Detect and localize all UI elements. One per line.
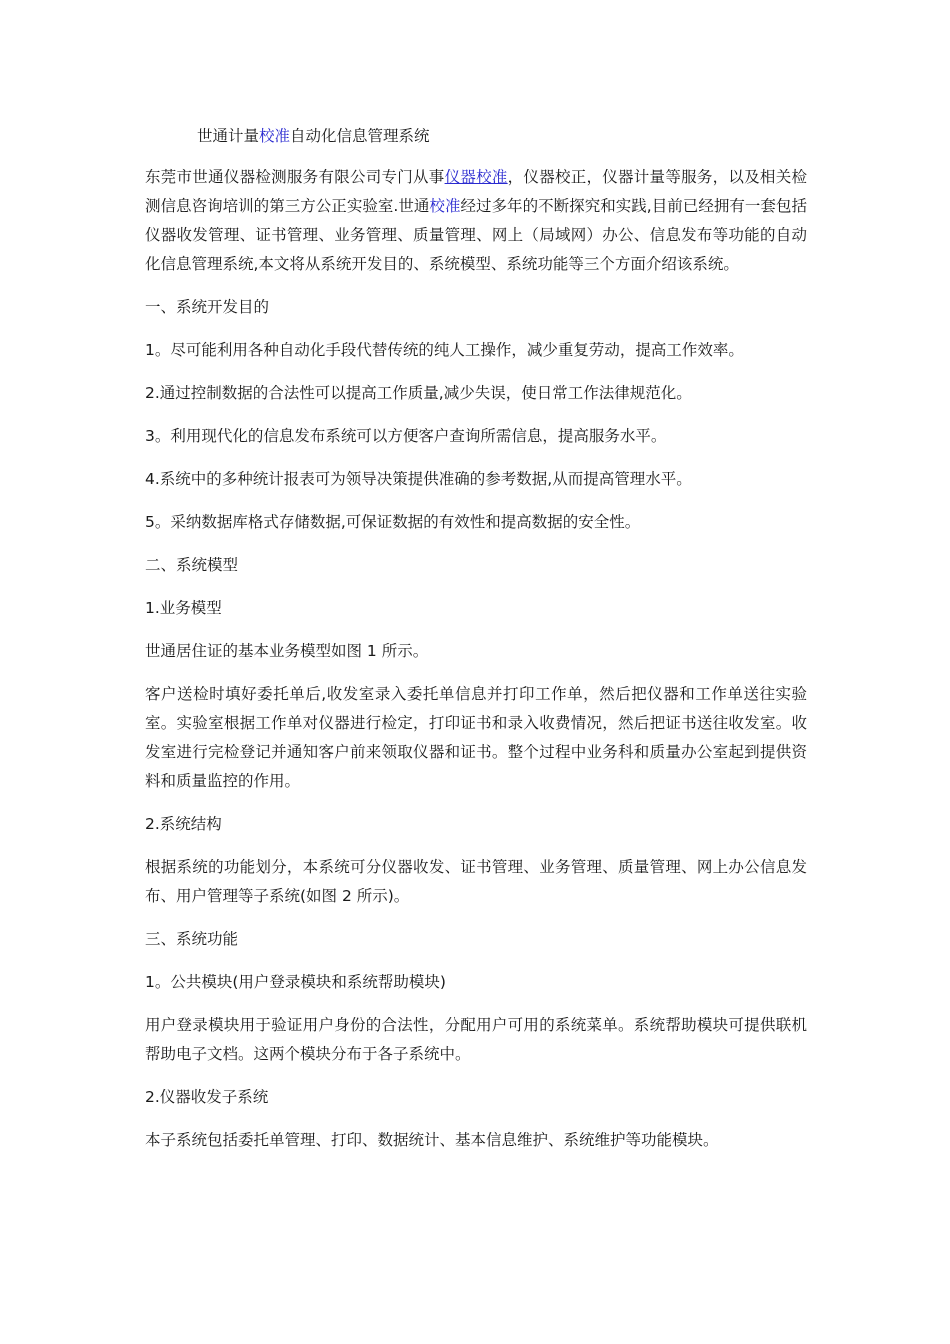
business-model-description: 客户送检时填好委托单后,收发室录入委托单信息并打印工作单，然后把仪器和工作单送往实验室。实验室根据工作单对仪器进行检定，打印证书和录入收费情况，然后把证书送往收发室。收发室进行完检登记并通知客户前来领取仪器和证书。整个过程中业务科和质量办公室起到提供资料和质量监控的作用。 (145, 685, 807, 790)
subheading-business-model: 1.业务模型 (145, 599, 222, 617)
title-text-after: 自动化信息管理系统 (290, 127, 430, 145)
purpose-item-5: 5。采纳数据库格式存储数据,可保证数据的有效性和提高数据的安全性。 (145, 513, 641, 531)
intro-text-3: 经过多年的不断探究和实践,目前已经拥有一套包括仪器收发管理、证书管理、业务管理、质量管理、网上（局域网）办公、信息发布等功能的自动化信息管理系统,本文将从系统开发目的、系统模型、系统功能等三个方面介绍该系统。 (145, 197, 807, 273)
section-heading-purpose: 一、系统开发目的 (145, 298, 270, 316)
instrument-calibration-link[interactable]: 仪器校准 (444, 168, 508, 186)
instrument-subsystem-description: 本子系统包括委托单管理、打印、数据统计、基本信息维护、系统维护等功能模块。 (145, 1131, 719, 1149)
purpose-item-1: 1。尽可能利用各种自动化手段代替传统的纯人工操作，减少重复劳动，提高工作效率。 (145, 341, 744, 359)
intro-text-2: ，仪器校正，仪器计量等服务，以及相关检测信息咨询培训的第三方公正实验室.世通 (145, 168, 807, 215)
title-text-before: 世通计量 (197, 127, 260, 145)
intro-highlight-calibration: 校准 (429, 197, 461, 215)
document-title (197, 122, 807, 151)
section-heading-functions: 三、系统功能 (145, 930, 239, 948)
document-page (145, 122, 807, 1169)
intro-text-1: 东莞市世通仪器检测服务有限公司专门从事 (145, 168, 445, 186)
subheading-instrument-subsystem: 2.仪器收发子系统 (145, 1088, 269, 1106)
subheading-system-structure: 2.系统结构 (145, 815, 222, 833)
system-structure-description: 根据系统的功能划分，本系统可分仪器收发、证书管理、业务管理、质量管理、网上办公信息发布、用户管理等子系统(如图 2 所示)。 (145, 858, 807, 905)
business-model-intro: 世通居住证的基本业务模型如图 1 所示。 (145, 642, 429, 660)
section-heading-model: 二、系统模型 (145, 556, 239, 574)
purpose-item-4: 4.系统中的多种统计报表可为领导决策提供准确的参考数据,从而提高管理水平。 (145, 470, 692, 488)
title-highlight-calibration: 校准 (259, 127, 291, 145)
purpose-item-3: 3。利用现代化的信息发布系统可以方便客户查询所需信息，提高服务水平。 (145, 427, 667, 445)
common-module-description: 用户登录模块用于验证用户身份的合法性，分配用户可用的系统菜单。系统帮助模块可提供联机帮助电子文档。这两个模块分布于各子系统中。 (145, 1016, 807, 1063)
intro-paragraph (145, 163, 807, 279)
purpose-item-2: 2.通过控制数据的合法性可以提高工作质量,减少失误，使日常工作法律规范化。 (145, 384, 692, 402)
subheading-common-module: 1。公共模块(用户登录模块和系统帮助模块) (145, 973, 446, 991)
